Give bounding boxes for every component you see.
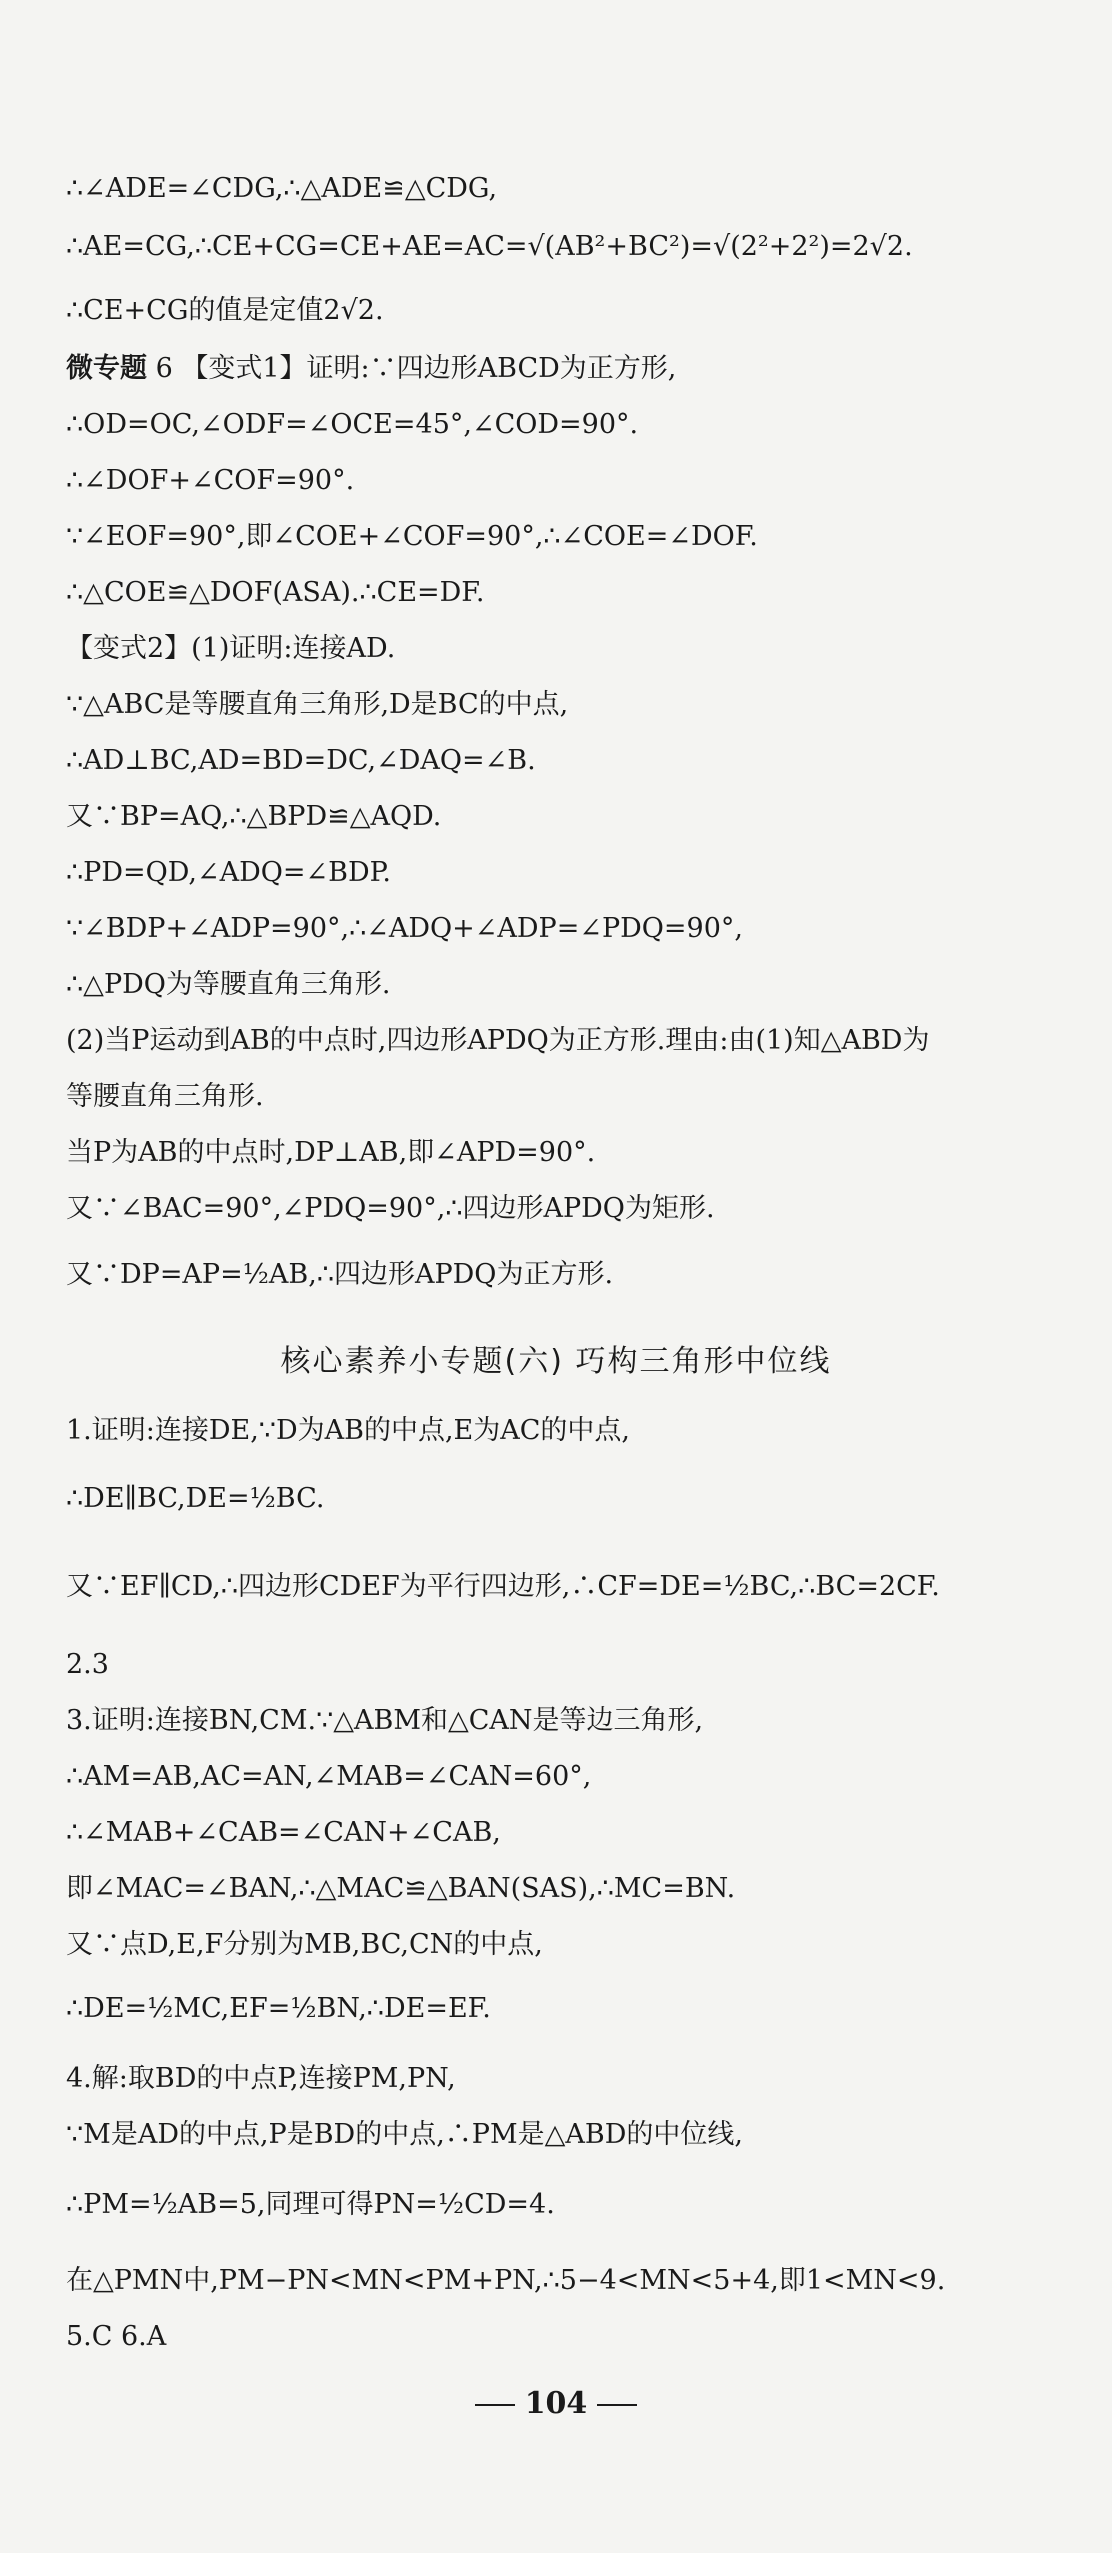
text-line: ∴△PDQ为等腰直角三角形. [66, 969, 391, 1000]
text-line: 1.证明:连接DE,∵D为AB的中点,E为AC的中点, [66, 1415, 630, 1446]
text-line: 当P为AB的中点时,DP⊥AB,即∠APD=90°. [66, 1137, 596, 1168]
page-number-value: 104 [524, 2386, 588, 2421]
text-line: ∴AE=CG,∴CE+CG=CE+AE=AC=√(AB²+BC²)=√(2²+2²)=2√2. [66, 231, 913, 262]
text-line: ∵∠EOF=90°,即∠COE+∠COF=90°,∴∠COE=∠DOF. [66, 521, 758, 552]
topic-label: 微专题 [66, 353, 147, 384]
text-line: ∴AM=AB,AC=AN,∠MAB=∠CAN=60°, [66, 1761, 592, 1792]
text-line: 又∵EF∥CD,∴四边形CDEF为平行四边形,∴CF=DE=½BC,∴BC=2CF. [66, 1571, 940, 1602]
text-line: 又∵∠BAC=90°,∠PDQ=90°,∴四边形APDQ为矩形. [66, 1193, 715, 1224]
text-line: ∵△ABC是等腰直角三角形,D是BC的中点, [66, 689, 569, 720]
text-line: ∴∠ADE=∠CDG,∴△ADE≌△CDG, [66, 173, 498, 204]
text-line: (2)当P运动到AB的中点时,四边形APDQ为正方形.理由:由(1)知△ABD为 [66, 1025, 930, 1056]
text-line: ∴DE=½MC,EF=½BN,∴DE=EF. [66, 1993, 491, 2024]
page-number-dash [475, 2404, 515, 2406]
text-line: ∴∠DOF+∠COF=90°. [66, 465, 355, 496]
section-title: 核心素养小专题(六) 巧构三角形中位线 [280, 1344, 832, 1379]
text-line: ∴△COE≌△DOF(ASA).∴CE=DF. [66, 577, 485, 608]
text-line: ∴AD⊥BC,AD=BD=DC,∠DAQ=∠B. [66, 745, 536, 776]
text-line: ∴CE+CG的值是定值2√2. [66, 295, 384, 326]
text-line: 又∵BP=AQ,∴△BPD≌△AQD. [66, 801, 442, 832]
text-line: 又∵点D,E,F分别为MB,BC,CN的中点, [66, 1929, 543, 1960]
text-span: 6 【变式1】证明:∵四边形ABCD为正方形, [155, 353, 677, 384]
page-number-dash [597, 2404, 637, 2406]
text-line: 3.证明:连接BN,CM.∵△ABM和△CAN是等边三角形, [66, 1705, 704, 1736]
text-line: 【变式2】(1)证明:连接AD. [66, 633, 396, 664]
text-line: 即∠MAC=∠BAN,∴△MAC≌△BAN(SAS),∴MC=BN. [66, 1873, 736, 1904]
text-line: ∴PD=QD,∠ADQ=∠BDP. [66, 857, 391, 888]
text-line: 又∵DP=AP=½AB,∴四边形APDQ为正方形. [66, 1259, 614, 1290]
text-line: 等腰直角三角形. [66, 1081, 264, 1112]
text-line: ∴OD=OC,∠ODF=∠OCE=45°,∠COD=90°. [66, 409, 639, 440]
text-line: ∴DE∥BC,DE=½BC. [66, 1483, 325, 1514]
page-number [0, 2386, 1112, 2421]
text-line: ∴∠MAB+∠CAB=∠CAN+∠CAB, [66, 1817, 501, 1848]
text-line: 2.3 [66, 1649, 109, 1680]
text-line: ∵∠BDP+∠ADP=90°,∴∠ADQ+∠ADP=∠PDQ=90°, [66, 913, 743, 944]
text-line [66, 350, 1072, 388]
text-line: ∵M是AD的中点,P是BD的中点,∴PM是△ABD的中位线, [66, 2119, 743, 2150]
text-line: 4.解:取BD的中点P,连接PM,PN, [66, 2063, 456, 2094]
text-line: 在△PMN中,PM−PN<MN<PM+PN,∴5−4<MN<5+4,即1<MN<9. [66, 2265, 946, 2296]
text-line: 5.C 6.A [66, 2321, 167, 2352]
text-line: ∴PM=½AB=5,同理可得PN=½CD=4. [66, 2189, 555, 2220]
